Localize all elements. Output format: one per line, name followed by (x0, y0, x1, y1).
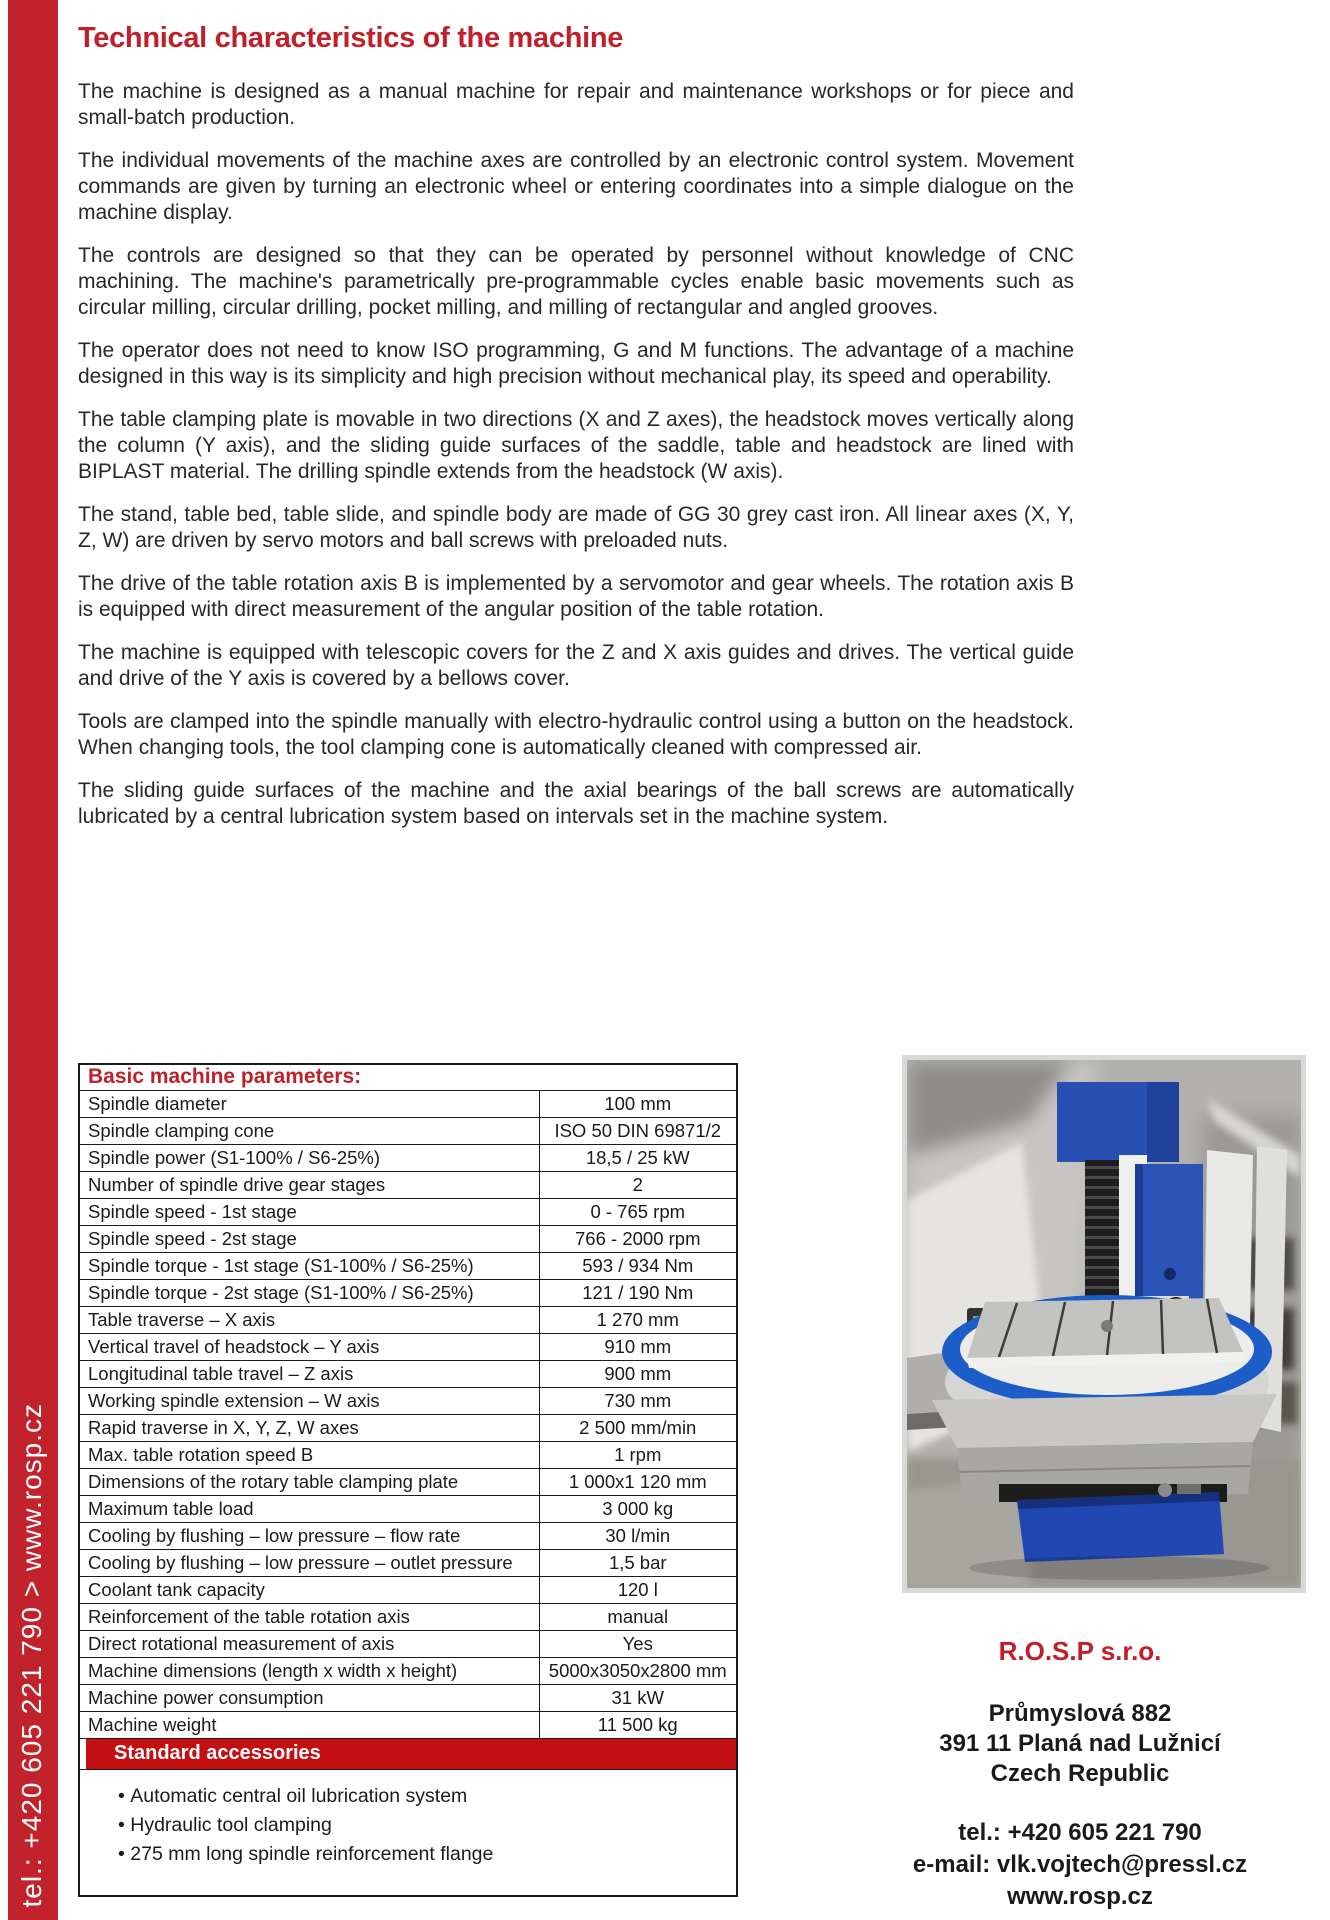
paragraph: The machine is equipped with telescopic covers for the Z and X axis guides and drives. The vertical guide and drive of the Y axis is covered by a bellows cover. (78, 641, 1074, 690)
table-title: Basic machine parameters: (79, 1064, 737, 1090)
table-row (79, 1603, 737, 1630)
table-row (79, 1360, 737, 1387)
address-line: Průmyslová 882 (988, 1700, 1172, 1727)
sidebar-contact-text: tel.: +420 605 221 790 > www.rosp.cz (16, 1403, 47, 1908)
table-row (79, 1414, 737, 1441)
param-label: Working spindle extension – W axis (79, 1387, 539, 1414)
param-value: 31 kW (539, 1684, 737, 1711)
table-row (79, 1117, 737, 1144)
paragraph: The drive of the table rotation axis B is implemented by a servomotor and gear wheels. The rotation axis B is equipped with direct measurement of the angular position of the table rotation. (78, 572, 1074, 621)
param-label: Cooling by flushing – low pressure – flow rate (79, 1522, 539, 1549)
param-value: 2 (539, 1171, 737, 1198)
param-value: ISO 50 DIN 69871/2 (539, 1117, 737, 1144)
param-value: 0 - 765 rpm (539, 1198, 737, 1225)
param-label: Number of spindle drive gear stages (79, 1171, 539, 1198)
table-row (79, 1441, 737, 1468)
table-row (79, 1279, 737, 1306)
machine-photo-graphic (907, 1060, 1301, 1588)
company-contacts (850, 1817, 1310, 1913)
param-label: Machine power consumption (79, 1684, 539, 1711)
table-row (79, 1468, 737, 1495)
paragraph: The sliding guide surfaces of the machine and the axial bearings of the ball screws are automatically lubricated by a central lubrication system based on intervals set in the machine system. (78, 779, 1074, 828)
param-value: 593 / 934 Nm (539, 1252, 737, 1279)
param-value: 11 500 kg (539, 1711, 737, 1738)
paragraph: Tools are clamped into the spindle manually with electro-hydraulic control using a button on the headstock. When changing tools, the tool clamping cone is automatically cleaned with compressed air. (78, 710, 1074, 759)
param-value: 2 500 mm/min (539, 1414, 737, 1441)
table-row (79, 1198, 737, 1225)
param-value: 5000x3050x2800 mm (539, 1657, 737, 1684)
table-row (79, 1495, 737, 1522)
param-value: 910 mm (539, 1333, 737, 1360)
table-row (79, 1333, 737, 1360)
table-row (79, 1684, 737, 1711)
param-label: Reinforcement of the table rotation axis (79, 1603, 539, 1630)
table-row (79, 1630, 737, 1657)
company-name: R.O.S.P s.r.o. (998, 1636, 1162, 1666)
param-label: Spindle torque - 1st stage (S1-100% / S6-25%) (79, 1252, 539, 1279)
param-label: Spindle speed - 2st stage (79, 1225, 539, 1252)
param-value: Yes (539, 1630, 737, 1657)
accessory-item: • 275 mm long spindle reinforcement flange (118, 1840, 726, 1869)
table-row (79, 1387, 737, 1414)
accessories-header-row (79, 1738, 737, 1769)
table-row (79, 1225, 737, 1252)
paragraph-list (78, 79, 1074, 830)
param-label: Rapid traverse in X, Y, Z, W axes (79, 1414, 539, 1441)
param-value: 3 000 kg (539, 1495, 737, 1522)
param-label: Machine weight (79, 1711, 539, 1738)
table-row (79, 1522, 737, 1549)
table-row (79, 1252, 737, 1279)
param-value: 121 / 190 Nm (539, 1279, 737, 1306)
table-title-row (79, 1064, 737, 1090)
param-label: Spindle speed - 1st stage (79, 1198, 539, 1225)
company-address (850, 1699, 1310, 1789)
table-row (79, 1576, 737, 1603)
red-side-band (8, 0, 58, 1920)
address-line: 391 11 Planá nad Lužnicí (939, 1730, 1221, 1757)
param-value: 30 l/min (539, 1522, 737, 1549)
param-value: 900 mm (539, 1360, 737, 1387)
contact-line: www.rosp.cz (1007, 1883, 1153, 1910)
param-value: 1,5 bar (539, 1549, 737, 1576)
table-row (79, 1171, 737, 1198)
paragraph: The operator does not need to know ISO programming, G and M functions. The advantage of a machine designed in this way is its simplicity and high precision without mechanical play, its speed and operability. (78, 339, 1074, 388)
param-value: 1 270 mm (539, 1306, 737, 1333)
param-label: Coolant tank capacity (79, 1576, 539, 1603)
company-block (850, 1636, 1310, 1913)
param-label: Table traverse – X axis (79, 1306, 539, 1333)
machine-photo (902, 1055, 1306, 1593)
accessories-header: Standard accessories (86, 1739, 736, 1769)
table-row (79, 1090, 737, 1117)
param-value: 730 mm (539, 1387, 737, 1414)
param-value: 100 mm (539, 1090, 737, 1117)
param-label: Vertical travel of headstock – Y axis (79, 1333, 539, 1360)
paragraph: The controls are designed so that they can be operated by personnel without knowledge of CNC machining. The machine's parametrically pre-programmable cycles enable basic movements such as circular milling, circular drilling, pocket milling, and milling of rectangular and angled grooves. (78, 244, 1074, 319)
param-label: Machine dimensions (length x width x height) (79, 1657, 539, 1684)
param-value: 766 - 2000 rpm (539, 1225, 737, 1252)
param-label: Spindle diameter (79, 1090, 539, 1117)
page-title: Technical characteristics of the machine (78, 22, 624, 54)
paragraph: The stand, table bed, table slide, and spindle body are made of GG 30 grey cast iron. All linear axes (X, Y, Z, W) are driven by servo motors and ball screws with preloaded nuts. (78, 503, 1074, 552)
parameters-table (78, 1063, 738, 1897)
table-row (79, 1144, 737, 1171)
table-row (79, 1549, 737, 1576)
table-rows (79, 1090, 737, 1738)
table-row (79, 1306, 737, 1333)
accessories-list-row (79, 1769, 737, 1896)
param-label: Direct rotational measurement of axis (79, 1630, 539, 1657)
param-label: Cooling by flushing – low pressure – outlet pressure (79, 1549, 539, 1576)
accessories-list (118, 1782, 726, 1869)
accessory-item: • Automatic central oil lubrication system (118, 1782, 726, 1811)
param-value: 120 l (539, 1576, 737, 1603)
address-line: Czech Republic (990, 1760, 1170, 1787)
param-value: 1 rpm (539, 1441, 737, 1468)
contact-line: tel.: +420 605 221 790 (958, 1819, 1202, 1846)
contact-line: e-mail: vlk.vojtech@pressl.cz (912, 1851, 1248, 1878)
param-label: Dimensions of the rotary table clamping plate (79, 1468, 539, 1495)
paragraph: The table clamping plate is movable in two directions (X and Z axes), the headstock moves vertically along the column (Y axis), and the sliding guide surfaces of the saddle, table and headstock are lined with BIPLAST material. The drilling spindle extends from the headstock (W axis). (78, 408, 1074, 483)
accessory-item: • Hydraulic tool clamping (118, 1811, 726, 1840)
param-label: Spindle clamping cone (79, 1117, 539, 1144)
paragraph: The machine is designed as a manual machine for repair and maintenance workshops or for piece and small-batch production. (78, 80, 1074, 129)
table-row (79, 1711, 737, 1738)
param-label: Spindle power (S1-100% / S6-25%) (79, 1144, 539, 1171)
param-label: Max. table rotation speed B (79, 1441, 539, 1468)
param-value: 18,5 / 25 kW (539, 1144, 737, 1171)
param-label: Spindle torque - 2st stage (S1-100% / S6-25%) (79, 1279, 539, 1306)
document-body (78, 0, 1074, 847)
param-label: Longitudinal table travel – Z axis (79, 1360, 539, 1387)
param-value: manual (539, 1603, 737, 1630)
param-label: Maximum table load (79, 1495, 539, 1522)
table-row (79, 1657, 737, 1684)
paragraph: The individual movements of the machine axes are controlled by an electronic control system. Movement commands are given by turning an electronic wheel or entering coordinates into a simple dialogue on the machine display. (78, 149, 1074, 224)
param-value: 1 000x1 120 mm (539, 1468, 737, 1495)
